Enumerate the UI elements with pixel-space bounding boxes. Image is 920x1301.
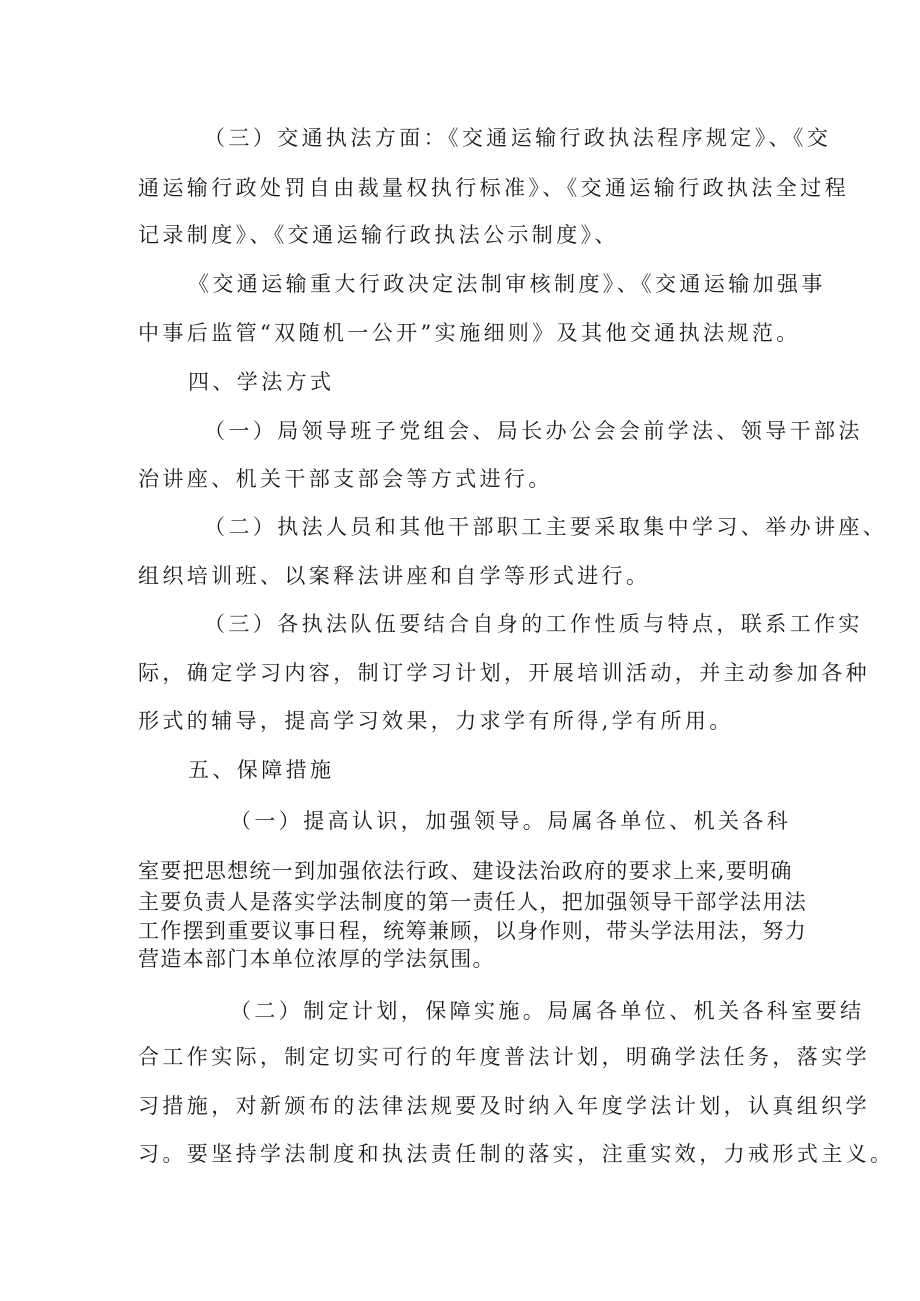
text-line: （一）提高认识，加强领导。局属各单位、机关各科 [230, 809, 792, 833]
text-line: 形式的辅导，提高学习效果，力求学有所得,学有所用。 [138, 709, 734, 733]
text-line: 合工作实际，制定切实可行的年度普法计划，明确学法任务，落实学 [138, 1045, 870, 1069]
text-line: （一）局领导班子党组会、局长办公会会前学法、领导干部法 [204, 419, 863, 443]
text-line: 《交通运输重大行政决定法制审核制度》、《交通运输加强事 [188, 272, 826, 296]
text-line: 治讲座、机关干部支部会等方式进行。 [138, 467, 553, 491]
text-line: 工作摆到重要议事日程，统筹兼顾，以身作则，带头学法用法，努力 [138, 919, 807, 943]
text-line: 通运输行政处罚自由裁量权执行标准》、《交通运输行政执法全过程 [138, 176, 849, 200]
text-line: 室要把思想统一到加强依法行政、建设法治政府的要求上来,要明确 [138, 859, 793, 883]
text-line: 主要负责人是落实学法制度的第一责任人，把加强领导干部学法用法 [138, 890, 807, 914]
text-line: （三）交通执法方面：《交通运输行政执法程序规定》、《交 [204, 126, 832, 150]
text-line: 组织培训班、以案释法讲座和自学等形式进行。 [138, 564, 651, 588]
text-line: 营造本部门本单位浓厚的学法氛围。 [138, 947, 495, 971]
section-heading: 四、学法方式 [188, 370, 335, 394]
section-heading: 五、保障措施 [188, 758, 335, 782]
text-line: （二）制定计划，保障实施。局属各单位、机关各科室要结 [230, 999, 865, 1023]
text-line: 际，确定学习内容，制订学习计划，开展培训活动，并主动参加各种 [138, 661, 870, 685]
text-line: 习。要坚持学法制度和执法责任制的落实，注重实效，力戒形式主义。 [138, 1142, 895, 1166]
text-line: 习措施，对新颁布的法律法规要及时纳入年度学法计划，认真组织学 [138, 1094, 870, 1118]
text-line: （三）各执法队伍要结合自身的工作性质与特点，联系工作实 [204, 612, 863, 636]
text-line: （二）执法人员和其他干部职工主要采取集中学习、举办讲座、 [204, 515, 888, 539]
text-line: 中事后监管“双随机一公开”实施细则》及其他交通执法规范。 [138, 321, 801, 345]
text-line: 记录制度》、《交通运输行政执法公示制度》、 [138, 223, 619, 247]
